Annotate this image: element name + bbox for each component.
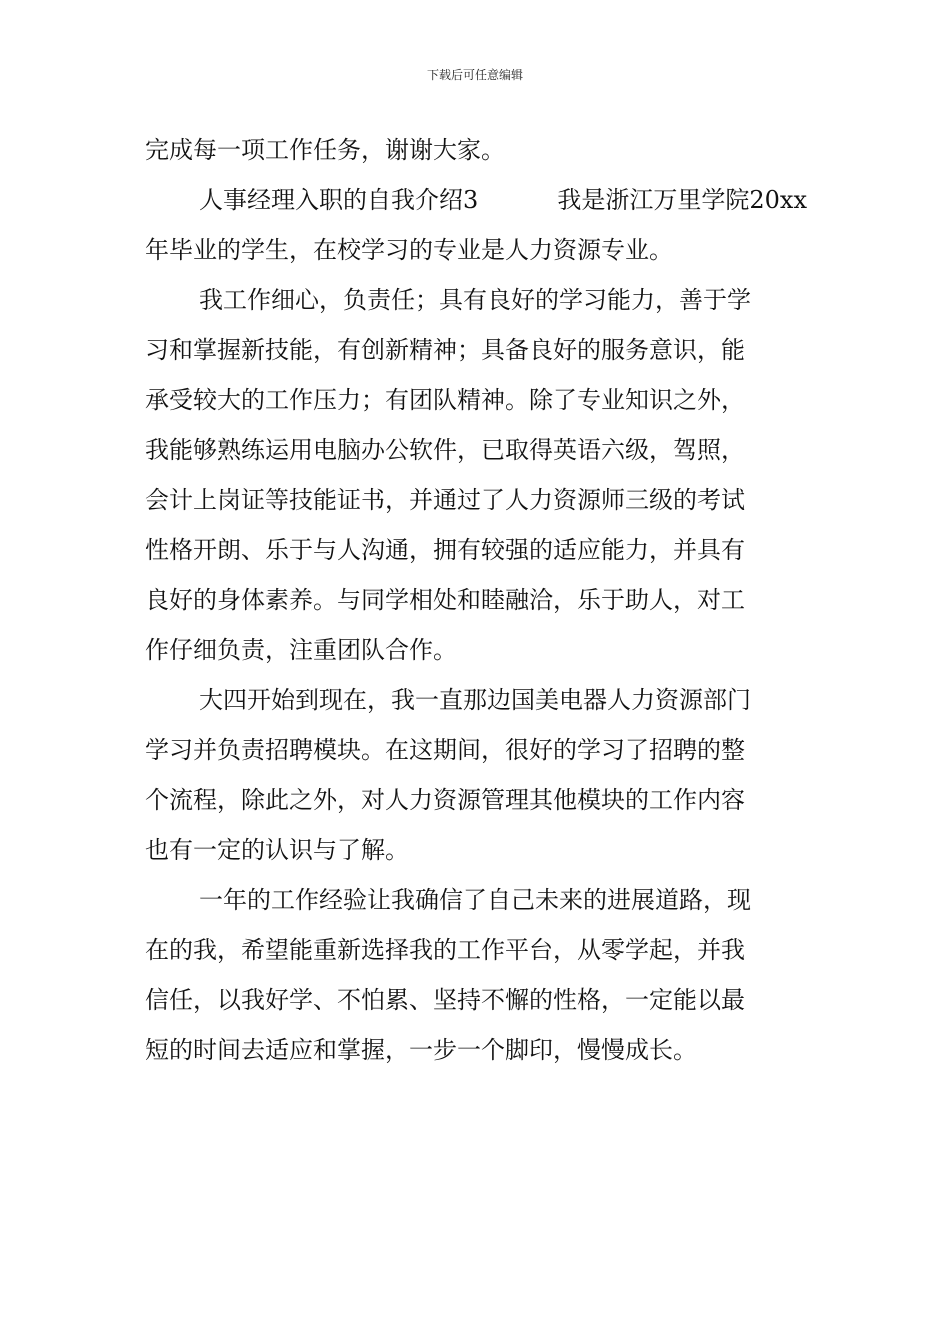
text-line: 年毕业的学生，在校学习的专业是人力资源专业。 (145, 236, 673, 264)
text-line: 习和掌握新技能，有创新精神；具备良好的服务意识，能 (145, 336, 745, 364)
text-line: 我能够熟练运用电脑办公软件，已取得英语六级，驾照， (145, 436, 745, 464)
text-line: 承受较大的工作压力；有团队精神。除了专业知识之外， (145, 386, 745, 414)
text-line: 也有一定的认识与了解。 (145, 836, 409, 864)
text-line: 在的我，希望能重新选择我的工作平台，从零学起，并我 (145, 936, 745, 964)
text-segment: 我是浙江万里学院20xx (557, 186, 807, 214)
section-heading-line (145, 175, 807, 225)
paragraph-first-line: 大四开始到现在，我一直那边国美电器人力资源部门 (199, 686, 751, 714)
text-line: 良好的身体素养。与同学相处和睦融洽，乐于助人，对工 (145, 586, 745, 614)
text-line: 会计上岗证等技能证书，并通过了人力资源师三级的考试 (145, 486, 745, 514)
section-heading: 人事经理入职的自我介绍3 (199, 186, 479, 214)
document-body (145, 125, 807, 1075)
text-line: 短的时间去适应和掌握，一步一个脚印，慢慢成长。 (145, 1036, 697, 1064)
page-header: 下载后可任意编辑 (426, 68, 523, 82)
paragraph-first-line: 一年的工作经验让我确信了自己未来的进展道路，现 (199, 886, 751, 914)
text-line: 完成每一项工作任务，谢谢大家。 (145, 136, 505, 164)
paragraph-first-line: 我工作细心，负责任；具有良好的学习能力，善于学 (199, 286, 751, 314)
text-line: 信任，以我好学、不怕累、坚持不懈的性格，一定能以最 (145, 986, 745, 1014)
text-line: 作仔细负责，注重团队合作。 (145, 636, 457, 664)
text-line: 学习并负责招聘模块。在这期间，很好的学习了招聘的整 (145, 736, 745, 764)
text-line: 个流程，除此之外，对人力资源管理其他模块的工作内容 (145, 786, 745, 814)
text-line: 性格开朗、乐于与人沟通，拥有较强的适应能力，并具有 (145, 536, 745, 564)
